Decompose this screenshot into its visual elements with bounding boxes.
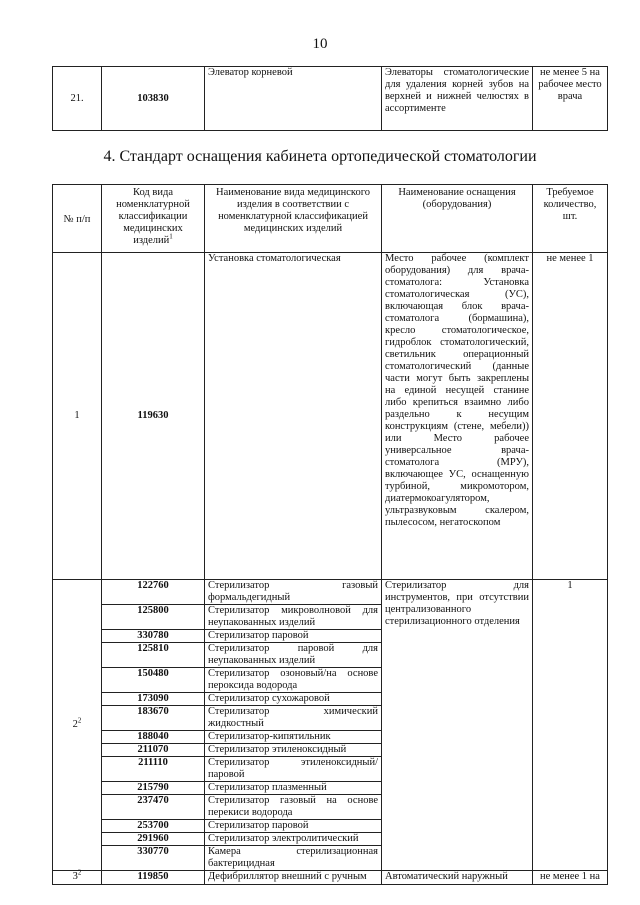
sterilizer-name: Стерилизатор-кипятильник: [205, 731, 382, 744]
row-code: 119630: [102, 253, 205, 580]
sterilizer-name: Стерилизатор паровой: [205, 820, 382, 833]
section-title: 4. Стандарт оснащения кабинета ортопедической стоматологии: [103, 148, 537, 165]
sterilizer-name: Стерилизатор этиленоксидный: [205, 744, 382, 757]
row-quantity: не менее 1: [533, 253, 608, 580]
sterilizer-row: [53, 580, 608, 605]
header-code-text: Код вида номенклатурной классификации медицинских изделий: [116, 187, 190, 246]
equipment-standard-table: [52, 184, 608, 885]
row-number-text: 3: [72, 871, 78, 882]
row-number: [53, 868, 102, 885]
sterilizer-group: [53, 580, 608, 871]
sterilizer-name: Стерилизатор плазменный: [205, 782, 382, 795]
sterilizer-name: Стерилизатор сухожаровой: [205, 693, 382, 706]
row-quantity: 1: [533, 580, 608, 871]
sterilizer-code: 291960: [102, 833, 205, 846]
footnote-mark: 2: [77, 716, 82, 725]
header-equipment: Наименование оснащения (оборудования): [382, 185, 533, 253]
footnote-mark: 2: [77, 868, 82, 877]
row-name: Элеватор корневой: [205, 67, 382, 131]
sterilizer-code: 183670: [102, 706, 205, 731]
table-header-row: [53, 185, 608, 253]
sterilizer-code: 125810: [102, 643, 205, 668]
row-quantity: не менее 1 на: [533, 871, 608, 885]
row-equipment: Место рабочее (комплект оборудования) для врача-стоматолога: Установка стоматологическая (УС), включающая блок врача-стоматолога (бормашина), кресло стоматологическое, гидроблок стоматологический, светильник операционный стоматологический (данные части могут быть закреплены на единой несущей станине либо крепиться взаимно либо раздельно к несущим конструкциям (стене, мебели)) или Место рабочее универсальное врача-стоматолога (МРУ), включающее УС, оснащенную турбиной, микромотором, диатермокоагулятором, ультразвуковым скалером, пылесосом, негатоскопом: [382, 253, 533, 580]
sterilizer-name: Стерилизатор микроволновой для неупакованных изделий: [205, 605, 382, 630]
row-number-text: 2: [72, 719, 78, 730]
sterilizer-code: 330780: [102, 630, 205, 643]
page-number: 10: [312, 36, 328, 52]
previous-table-fragment: [52, 66, 608, 131]
header-quantity: Требуемое количество, шт.: [533, 185, 608, 253]
row-number: [53, 580, 102, 871]
sterilizer-code: 330770: [102, 846, 205, 871]
sterilizer-name: Стерилизатор озоновый/на основе пероксида водорода: [205, 668, 382, 693]
sterilizer-name: Стерилизатор химический жидкостный: [205, 706, 382, 731]
sterilizer-code: 215790: [102, 782, 205, 795]
footnote-mark: 1: [169, 232, 173, 241]
row-number: 21.: [53, 67, 102, 131]
sterilizer-name: Камера стерилизационная бактерицидная: [205, 846, 382, 871]
row-name: Дефибриллятор внешний с ручным: [205, 871, 382, 885]
sterilizer-code: 211110: [102, 757, 205, 782]
header-num: № п/п: [53, 185, 102, 253]
sterilizer-code: 253700: [102, 820, 205, 833]
table-row: [53, 67, 608, 131]
header-name: Наименование вида медицинского изделия в соответствии с номенклатурной классификацией медицинских изделий: [205, 185, 382, 253]
sterilizer-code: 150480: [102, 668, 205, 693]
row-quantity: не менее 5 на рабочее место врача: [533, 67, 608, 131]
sterilizer-name: Стерилизатор этиленоксидный/паровой: [205, 757, 382, 782]
sterilizer-code: 125800: [102, 605, 205, 630]
row-code: 119850: [102, 871, 205, 885]
header-code: [102, 185, 205, 253]
sterilizer-code: 237470: [102, 795, 205, 820]
sterilizer-name: Стерилизатор газовый на основе перекиси водорода: [205, 795, 382, 820]
sterilizer-code: 122760: [102, 580, 205, 605]
table-row: [53, 871, 608, 885]
sterilizer-code: 173090: [102, 693, 205, 706]
row-number: 1: [53, 253, 102, 580]
sterilizer-name: Стерилизатор паровой для неупакованных изделий: [205, 643, 382, 668]
sterilizer-code: 211070: [102, 744, 205, 757]
row-code: 103830: [102, 67, 205, 131]
sterilizer-code: 188040: [102, 731, 205, 744]
row-equipment: Элеваторы стоматологические для удаления корней зубов на верхней и нижней челюстях в ассортименте: [382, 67, 533, 131]
table-row: [53, 253, 608, 580]
sterilizer-name: Стерилизатор газовый формальдегидный: [205, 580, 382, 605]
sterilizer-name: Стерилизатор электролитический: [205, 833, 382, 846]
row-equipment: Автоматический наружный: [382, 871, 533, 885]
row-name: Установка стоматологическая: [205, 253, 382, 580]
row-equipment: Стерилизатор для инструментов, при отсутствии централизованного стерилизационного отделения: [382, 580, 533, 871]
sterilizer-name: Стерилизатор паровой: [205, 630, 382, 643]
